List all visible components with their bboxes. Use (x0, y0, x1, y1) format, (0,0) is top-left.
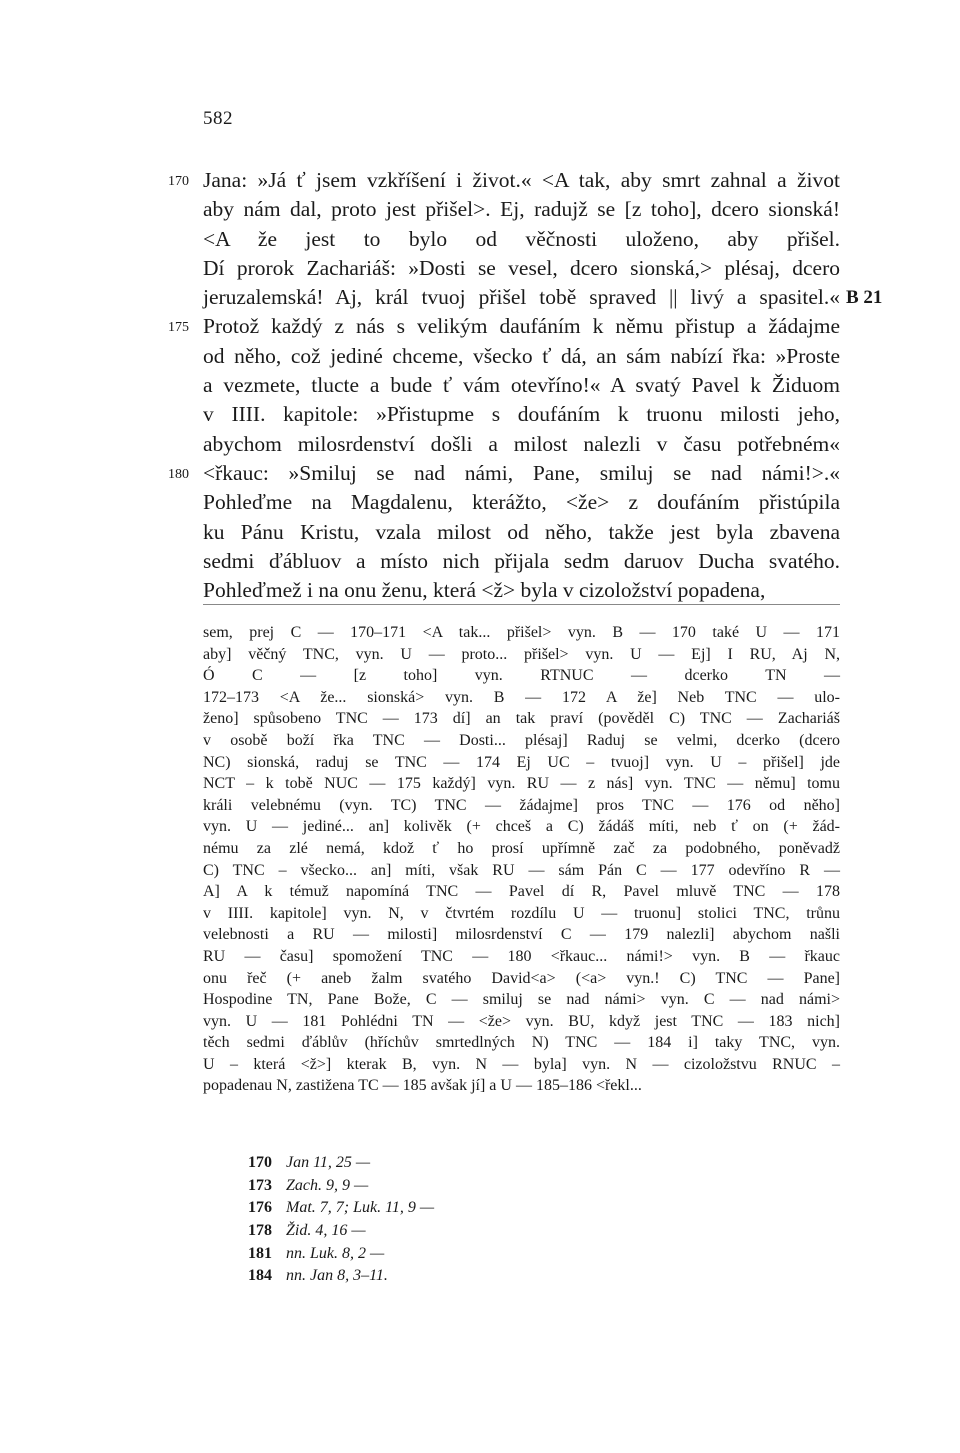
apparatus-text: sem, prej C — 170–171 <A tak... přišel> vyn. B — 170 také U — 171 (203, 624, 840, 641)
apparatus-text: ženo] spůsobeno TNC — 173 dí] an tak praví (pověděl C) TNC — Zachariáš (203, 710, 840, 728)
apparatus-text: NCT – k tobě NUC — 175 každý] vyn. RU — z nás] vyn. TNC — němu] tomu (203, 775, 840, 793)
apparatus-line (0, 1075, 960, 1097)
reference-citation: nn. Jan 8, 3–11. (286, 1267, 388, 1285)
line-text: Protož každý z nás s velikým daufáním k němu přistup a žádajme (203, 314, 840, 339)
text-line (0, 312, 960, 341)
apparatus-text: vyn. U — jediné... an] kolivěk (+ chceš a C) žádáš míti, neb ť on (+ žád- (203, 818, 840, 836)
apparatus-line (0, 644, 960, 666)
line-text: Pohleďme na Magdalenu, kterážto, <že> z doufáním přistúpila (203, 490, 840, 515)
reference-line-number: 173 (248, 1176, 272, 1194)
apparatus-line (0, 946, 960, 968)
apparatus-text: 172–173 <A že... sionská> vyn. B — 172 A že] Neb TNC — ulo- (203, 688, 840, 706)
bible-references (248, 1152, 434, 1288)
line-text: <řkauc: »Smiluj se nad námi, Pane, smiluj se nad námi!>.« (203, 460, 840, 485)
apparatus-text: Hospodine TN, Pane Bože, C — smiluj se nad námi> vyn. C — nad námi> (203, 991, 840, 1009)
text-line (0, 166, 960, 195)
line-number: 175 (168, 320, 189, 336)
apparatus-line (0, 752, 960, 774)
reference-entry (248, 1220, 434, 1243)
text-line (0, 518, 960, 547)
reference-citation: nn. Luk. 8, 2 — (286, 1244, 385, 1262)
line-text: Dí prorok Zachariáš: »Dosti se vesel, dcero sionská,> plésaj, dcero (203, 255, 840, 280)
text-line (0, 488, 960, 517)
critical-apparatus (0, 622, 960, 1097)
reference-citation: Zach. 9, 9 — (286, 1176, 369, 1194)
reference-entry (248, 1265, 434, 1288)
line-text: v IIII. kapitole: »Přistupme s doufáním k truonu milosti jeho, (203, 402, 840, 427)
apparatus-line (0, 665, 960, 687)
text-line (0, 371, 960, 400)
apparatus-text: onu řeč (+ aneb žalm svatého David<a> (<a> vyn.! C) TNC — Pane] (203, 969, 840, 987)
reference-entry (248, 1175, 434, 1198)
apparatus-line (0, 924, 960, 946)
margin-reference: B 21 (846, 287, 883, 309)
apparatus-text: A] A k témuž napomíná TNC — Pavel dí R, Pavel mluvě TNC — 178 (203, 883, 840, 901)
line-number: 170 (168, 174, 189, 189)
line-text: aby nám dal, proto jest přišel>. Ej, radujž se [z toho], dcero sionská! (203, 197, 840, 222)
text-line (0, 225, 960, 254)
reference-entry (248, 1243, 434, 1266)
apparatus-text: aby] věčný TNC, vyn. U — proto... přišel> vyn. U — Ej] I RU, Aj N, (203, 645, 840, 663)
apparatus-line (0, 1011, 960, 1033)
apparatus-text: těch sedmi ďáblův (hříchův smrtedlných N) TNC — 184 i] taky TNC, vyn. (203, 1034, 840, 1052)
apparatus-text: Ó C — [z toho] vyn. RTNUC — dcerko TN — (203, 667, 840, 685)
line-text: sedmi ďábluov a místo nich přijala sedm daruov Ducha svatého. (203, 548, 840, 573)
apparatus-line (0, 816, 960, 838)
apparatus-text: NC) sionská, raduj se TNC — 174 Ej UC – tvuoj] vyn. U – přišel] jde (203, 753, 840, 771)
reference-line-number: 176 (248, 1199, 272, 1217)
line-text: ku Pánu Kristu, vzala milost od něho, takže jest byla zbavena (203, 519, 840, 544)
reference-line-number: 184 (248, 1267, 272, 1285)
apparatus-text: popadenau N, zastižena TC — 185 avšak jí] a U — 185–186 <řekl... (203, 1077, 642, 1095)
apparatus-text: velebnosti a RU — milosti] milosrdenství C — 179 nalezli] abychom našli (203, 926, 840, 944)
reference-line-number: 181 (248, 1244, 272, 1262)
line-text: od něho, což jediné chceme, všecko ť dá, an sám nabízí řka: »Proste (203, 343, 840, 368)
reference-citation: Mat. 7, 7; Luk. 11, 9 — (286, 1199, 435, 1217)
reference-line-number: 178 (248, 1222, 272, 1240)
line-text: abychom milosrdenství došli a milost nalezli v času potřebném« (203, 431, 840, 456)
text-line (0, 342, 960, 371)
apparatus-text: RU — času] spomožení TNC — 180 <řkauc... námi!> vyn. B — řkauc (203, 947, 840, 965)
text-line (0, 254, 960, 283)
reference-citation: Žid. 4, 16 — (286, 1222, 366, 1240)
reference-citation: Jan 11, 25 — (286, 1154, 371, 1171)
apparatus-line (0, 838, 960, 860)
apparatus-line (0, 1032, 960, 1054)
line-text: jeruzalemská! Aj, král tvuoj přišel tobě spraved || livý a spasitel.« (203, 285, 840, 310)
apparatus-text: nému za zlé nemá, kdož ť ho prosí upřímně zač za podobného, poněvadž (203, 839, 840, 857)
reference-entry (248, 1152, 434, 1175)
apparatus-line (0, 687, 960, 709)
apparatus-line (0, 860, 960, 882)
apparatus-line (0, 903, 960, 925)
apparatus-text: U – která <ž>] kterak B, vyn. N — byla] vyn. N — cizoložstvu RNUC – (203, 1055, 840, 1073)
apparatus-line (0, 708, 960, 730)
text-line (0, 430, 960, 459)
apparatus-line (0, 795, 960, 817)
apparatus-line (0, 881, 960, 903)
line-text: <A že jest to bylo od věčnosti uloženo, aby přišel. (203, 226, 840, 251)
apparatus-line (0, 1054, 960, 1076)
text-line (0, 400, 960, 429)
apparatus-text: vyn. U — 181 Pohlédni TN — <že> vyn. BU, když jest TNC — 183 nich] (203, 1012, 840, 1030)
line-text: a vezmete, tlucte a bude ť vám otevříno!« A svatý Pavel k Židuom (203, 373, 840, 398)
line-text: Pohleďmež i na onu ženu, která <ž> byla v cizoložství popadena, (203, 578, 766, 603)
apparatus-text: králi velebnému (vyn. TC) TNC — žádajme] pros TNC — 176 od něho] (203, 796, 840, 814)
footnote-divider (203, 604, 840, 605)
apparatus-line (0, 773, 960, 795)
apparatus-text: v IIII. kapitole] vyn. N, v čtvrtém rozdílu U — truonu] stolici TNC, trůnu (203, 904, 840, 922)
apparatus-text: C) TNC – všecko... an] míti, však RU — sám Pán C — 177 odevříno R — (203, 861, 840, 879)
page-number: 582 (203, 108, 233, 129)
apparatus-line (0, 968, 960, 990)
text-line (0, 283, 960, 312)
text-line (0, 459, 960, 488)
reference-line-number: 170 (248, 1154, 272, 1171)
apparatus-line (0, 989, 960, 1011)
text-line (0, 195, 960, 224)
text-line (0, 547, 960, 576)
apparatus-line (0, 622, 960, 644)
apparatus-line (0, 730, 960, 752)
reference-entry (248, 1197, 434, 1220)
text-line (0, 576, 960, 605)
main-text (0, 166, 960, 605)
apparatus-text: v osobě boží řka TNC — Dosti... plésaj] Raduj se velmi, dcerko (dcero (203, 731, 840, 749)
line-number: 180 (168, 466, 189, 482)
line-text: Jana: »Já ť jsem vzkříšení i život.« <A tak, aby smrt zahnal a život (203, 168, 840, 192)
